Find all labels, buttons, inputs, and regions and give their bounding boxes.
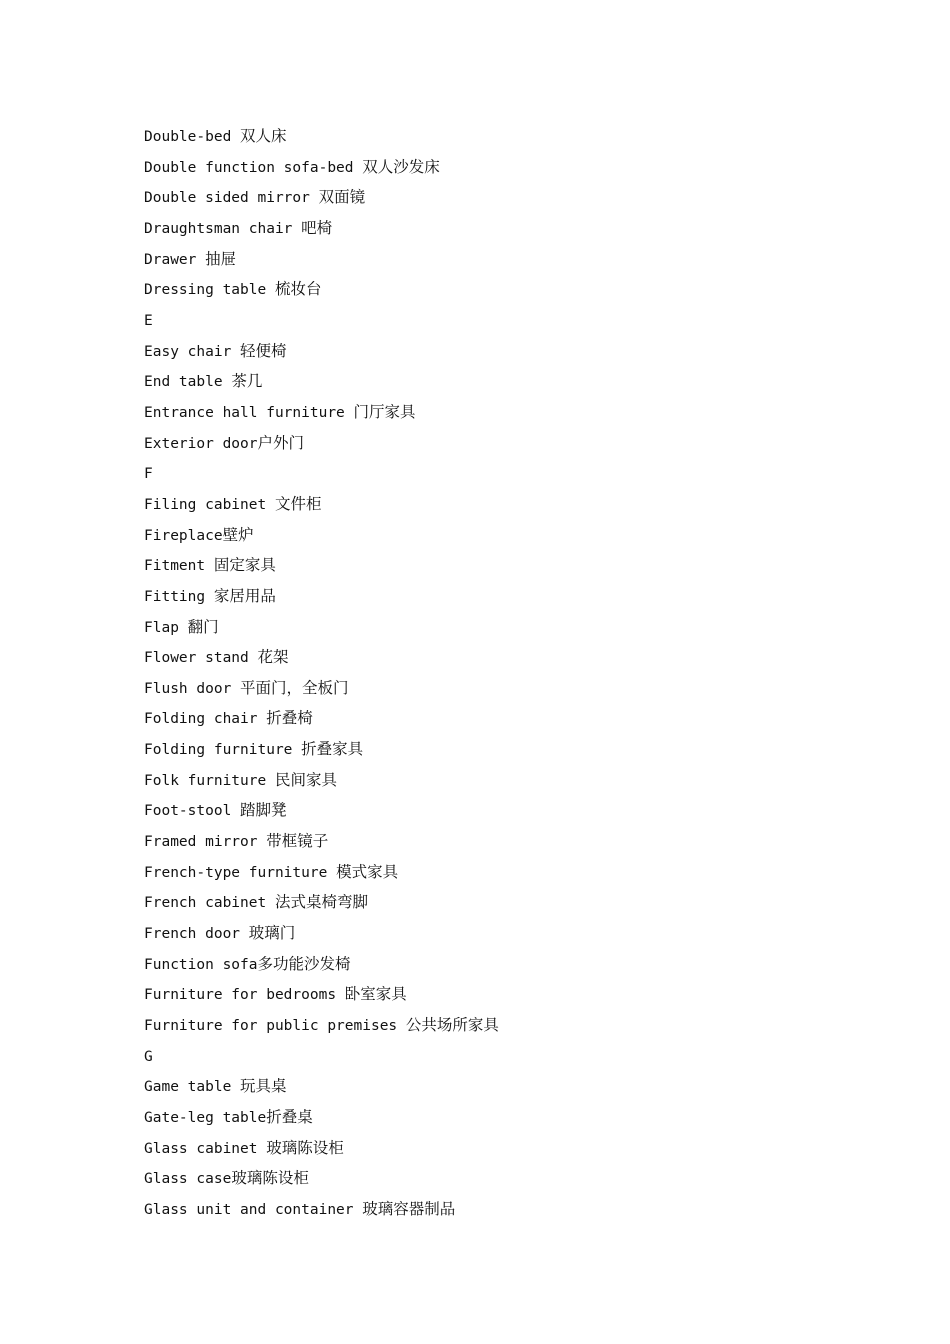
entry-english: Folk furniture — [144, 772, 275, 789]
entry-english: Drawer — [144, 251, 206, 268]
glossary-entry — [144, 887, 499, 918]
entry-chinese: 折叠桌 — [266, 1108, 313, 1126]
glossary-entry — [144, 826, 499, 857]
glossary-entry — [144, 244, 499, 275]
entry-english: Double-bed — [144, 129, 241, 145]
entry-chinese: 梳妆台 — [274, 280, 322, 299]
glossary-entry — [144, 213, 499, 244]
entry-english: Filing cabinet — [144, 496, 275, 513]
entry-chinese: 平面门，全板门 — [240, 678, 349, 697]
glossary-list — [144, 121, 499, 1225]
entry-chinese: 折叠家具 — [301, 740, 364, 759]
entry-chinese: 门厅家具 — [353, 402, 416, 421]
section-letter — [144, 458, 499, 489]
entry-chinese: 民间家具 — [274, 770, 337, 789]
entry-chinese: 轻便椅 — [240, 341, 287, 360]
entry-chinese: 文件柜 — [274, 494, 322, 513]
glossary-entry — [144, 1010, 499, 1041]
entry-english: Fitting — [144, 588, 214, 605]
entry-english: Gate-leg table — [144, 1110, 267, 1126]
entry-english: Glass unit and container — [144, 1201, 363, 1218]
entry-english: Fitment — [144, 558, 214, 575]
glossary-entry — [144, 520, 499, 551]
entry-chinese: 双面镜 — [318, 188, 366, 207]
entry-english: Fireplace — [144, 527, 223, 544]
glossary-entry — [144, 673, 499, 704]
glossary-entry — [144, 642, 499, 673]
entry-english: Draughtsman chair — [144, 220, 302, 237]
glossary-entry — [144, 397, 499, 428]
glossary-entry — [144, 1133, 499, 1164]
entry-chinese: 玩具桌 — [240, 1077, 287, 1096]
glossary-entry — [144, 366, 499, 397]
entry-english: Easy chair — [144, 343, 241, 360]
entry-chinese: 折叠椅 — [266, 709, 313, 728]
entry-english: French-type furniture — [144, 864, 337, 881]
glossary-entry — [144, 152, 499, 183]
glossary-entry — [144, 1194, 499, 1225]
section-letter — [144, 1041, 499, 1072]
glossary-entry — [144, 428, 499, 459]
entry-chinese: 吧椅 — [301, 218, 333, 237]
entry-english: Dressing table — [144, 282, 275, 299]
entry-english: End table — [144, 374, 232, 391]
glossary-entry — [144, 336, 499, 367]
entry-english: Flush door — [144, 680, 241, 697]
entry-chinese: 玻璃陈设柜 — [266, 1138, 344, 1157]
section-letter-text: F — [144, 466, 153, 483]
glossary-entry — [144, 703, 499, 734]
glossary-entry — [144, 550, 499, 581]
entry-chinese: 踏脚凳 — [240, 801, 287, 820]
glossary-entry — [144, 489, 499, 520]
entry-english: Entrance hall furniture — [144, 404, 354, 421]
glossary-entry — [144, 581, 499, 612]
entry-chinese: 带框镜子 — [266, 832, 329, 851]
entry-chinese: 户外门 — [257, 433, 305, 452]
glossary-entry — [144, 949, 499, 980]
glossary-entry — [144, 274, 499, 305]
entry-chinese: 卧室家具 — [344, 985, 407, 1004]
glossary-entry — [144, 1163, 499, 1194]
entry-chinese: 公共场所家具 — [405, 1016, 499, 1035]
entry-english: Game table — [144, 1079, 241, 1096]
entry-english: Exterior door — [144, 435, 258, 452]
entry-english: Flap — [144, 619, 188, 636]
entry-chinese: 模式家具 — [336, 862, 399, 881]
glossary-entry — [144, 734, 499, 765]
entry-chinese: 抽屉 — [205, 249, 237, 268]
entry-chinese: 多功能沙发椅 — [257, 954, 351, 973]
entry-chinese: 固定家具 — [213, 556, 276, 575]
entry-chinese: 法式桌椅弯脚 — [274, 893, 368, 912]
glossary-entry — [144, 857, 499, 888]
entry-english: Furniture for bedrooms — [144, 987, 345, 1004]
entry-chinese: 花架 — [257, 648, 289, 667]
glossary-entry — [144, 1071, 499, 1102]
entry-english: Double sided mirror — [144, 190, 319, 207]
glossary-entry — [144, 1102, 499, 1133]
glossary-entry — [144, 182, 499, 213]
entry-chinese: 玻璃陈设柜 — [231, 1169, 309, 1188]
entry-english: Folding furniture — [144, 742, 302, 759]
section-letter — [144, 305, 499, 336]
entry-chinese: 茶几 — [231, 372, 263, 391]
entry-chinese: 双人床 — [240, 127, 287, 145]
entry-english: Furniture for public premises — [144, 1018, 406, 1035]
section-letter-text: E — [144, 312, 153, 329]
glossary-entry — [144, 979, 499, 1010]
entry-english: French cabinet — [144, 895, 275, 912]
glossary-entry — [144, 765, 499, 796]
entry-english: Flower stand — [144, 650, 258, 667]
entry-chinese: 翻门 — [187, 617, 219, 636]
entry-english: Double function sofa-bed — [144, 159, 363, 176]
entry-english: Glass case — [144, 1171, 232, 1188]
entry-english: Glass cabinet — [144, 1140, 267, 1157]
entry-chinese: 双人沙发床 — [362, 157, 440, 176]
entry-chinese: 壁炉 — [222, 525, 254, 544]
glossary-entry — [144, 918, 499, 949]
glossary-entry — [144, 795, 499, 826]
section-letter-text: G — [144, 1048, 153, 1065]
entry-english: Function sofa — [144, 956, 258, 973]
entry-chinese: 玻璃容器制品 — [362, 1199, 456, 1218]
entry-english: Folding chair — [144, 711, 267, 728]
entry-english: Framed mirror — [144, 834, 267, 851]
glossary-entry — [144, 612, 499, 643]
entry-english: French door — [144, 926, 249, 943]
entry-chinese: 玻璃门 — [248, 924, 296, 943]
glossary-entry — [144, 121, 499, 152]
entry-chinese: 家居用品 — [213, 586, 276, 605]
entry-english: Foot-stool — [144, 803, 241, 820]
